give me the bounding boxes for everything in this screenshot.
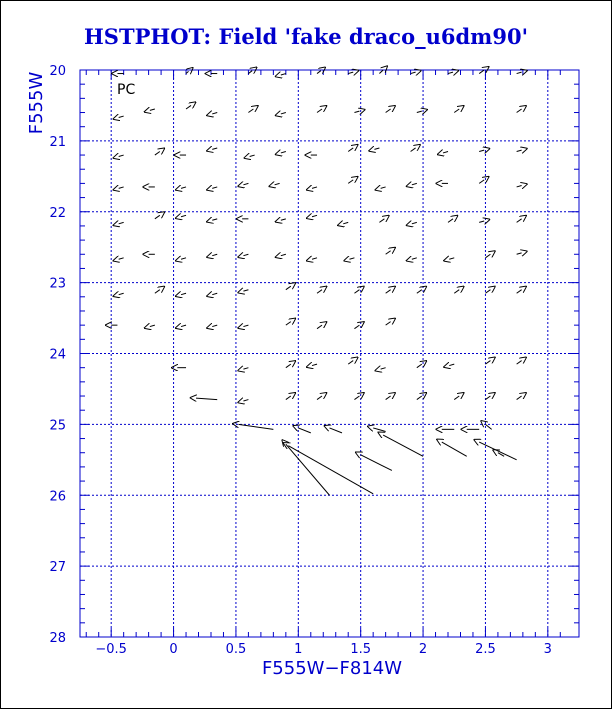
y-axis-title: F555W bbox=[26, 71, 47, 135]
y-tick-label: 24 bbox=[49, 347, 66, 363]
displacement-vector bbox=[150, 325, 155, 326]
displacement-vector bbox=[119, 187, 124, 188]
displacement-vector bbox=[343, 222, 348, 223]
chart-title: HSTPHOT: Field 'fake draco_u6dm90' bbox=[83, 24, 529, 49]
displacement-vector bbox=[411, 148, 416, 152]
displacement-vector bbox=[317, 396, 322, 400]
displacement-vector bbox=[286, 444, 330, 495]
displacement-vector bbox=[386, 251, 391, 255]
displacement-vector bbox=[155, 290, 160, 294]
displacement-vector bbox=[485, 290, 490, 294]
displacement-vector bbox=[281, 254, 286, 255]
displacement-vector bbox=[442, 442, 467, 456]
displacement-vector bbox=[348, 148, 353, 152]
displacement-vector bbox=[150, 109, 155, 110]
displacement-vector bbox=[517, 396, 522, 400]
displacement-vector bbox=[298, 428, 310, 433]
y-tick-label: 27 bbox=[49, 560, 66, 576]
x-tick-label: −0.5 bbox=[95, 642, 127, 657]
displacement-vector bbox=[212, 187, 217, 188]
displacement-vector bbox=[412, 183, 417, 184]
displacement-vector bbox=[417, 290, 422, 294]
pc-annotation: PC bbox=[117, 82, 136, 98]
displacement-vector bbox=[349, 258, 354, 259]
displacement-vector bbox=[361, 455, 392, 471]
displacement-vector bbox=[243, 290, 248, 291]
y-tick-label: 21 bbox=[49, 134, 66, 150]
displacement-vector bbox=[417, 364, 422, 368]
displacement-vector bbox=[243, 254, 248, 255]
displacement-vector bbox=[454, 396, 459, 400]
displacement-vector bbox=[479, 442, 516, 460]
displacement-vector bbox=[479, 180, 484, 184]
displacement-vector bbox=[411, 72, 416, 73]
displacement-vector bbox=[381, 187, 386, 188]
displacement-vector bbox=[386, 396, 391, 400]
displacement-vector bbox=[517, 219, 522, 223]
displacement-vector bbox=[243, 325, 248, 326]
displacement-vector bbox=[485, 396, 490, 400]
displacement-vector bbox=[119, 116, 124, 117]
displacement-vector bbox=[312, 258, 317, 259]
displacement-vector bbox=[238, 424, 273, 429]
displacement-vector bbox=[317, 71, 321, 74]
displacement-vector bbox=[479, 221, 484, 222]
displacement-vector bbox=[212, 325, 217, 326]
x-tick-label: 3 bbox=[543, 642, 552, 657]
displacement-vector bbox=[317, 325, 322, 329]
displacement-vector bbox=[448, 72, 453, 73]
y-tick-label: 28 bbox=[49, 631, 66, 646]
displacement-vector bbox=[119, 258, 124, 259]
displacement-vector bbox=[517, 72, 522, 73]
displacement-vector bbox=[212, 219, 217, 220]
displacement-vector bbox=[155, 215, 160, 219]
displacement-vector bbox=[286, 322, 291, 326]
displacement-vector bbox=[212, 148, 217, 149]
displacement-vector bbox=[383, 435, 423, 456]
displacement-vector bbox=[386, 109, 391, 113]
x-tick-label: 1.5 bbox=[350, 642, 372, 657]
displacement-vector bbox=[348, 180, 353, 184]
displacement-vector bbox=[354, 290, 359, 294]
displacement-vector bbox=[181, 187, 186, 188]
y-tick-label: 25 bbox=[49, 418, 66, 434]
axes bbox=[49, 64, 579, 657]
displacement-vector bbox=[250, 155, 255, 156]
x-tick-label: 1 bbox=[294, 642, 303, 657]
displacement-vector bbox=[485, 254, 490, 258]
displacement-vector bbox=[286, 364, 291, 368]
displacement-vector bbox=[412, 258, 417, 259]
displacement-vector bbox=[479, 150, 484, 151]
displacement-vector bbox=[286, 396, 291, 400]
displacement-vector bbox=[517, 186, 522, 187]
displacement-vector bbox=[381, 368, 386, 369]
displacement-vector bbox=[517, 150, 522, 151]
displacement-vector bbox=[281, 113, 286, 114]
displacement-vector bbox=[354, 325, 359, 329]
x-tick-label: 2.5 bbox=[475, 642, 496, 657]
displacement-vector bbox=[243, 400, 248, 401]
displacement-vector bbox=[417, 111, 422, 112]
displacement-vector bbox=[454, 290, 459, 294]
displacement-vector bbox=[330, 428, 342, 433]
displacement-vector bbox=[517, 253, 522, 254]
displacement-vector bbox=[119, 155, 124, 156]
displacement-vector bbox=[288, 446, 373, 494]
x-axis-title: F555W−F814W bbox=[261, 658, 403, 679]
displacement-vector bbox=[281, 74, 286, 75]
y-tick-label: 22 bbox=[49, 205, 66, 221]
displacement-vector bbox=[454, 109, 459, 113]
displacement-vector bbox=[449, 258, 454, 259]
displacement-vector bbox=[212, 113, 217, 114]
displacement-vector bbox=[119, 222, 124, 223]
displacement-vector bbox=[517, 290, 522, 294]
displacement-vector bbox=[348, 72, 353, 73]
x-tick-label: 0.5 bbox=[225, 642, 247, 657]
displacement-vector bbox=[196, 398, 217, 399]
displacement-vector bbox=[312, 364, 317, 365]
displacement-vector bbox=[354, 111, 359, 112]
displacement-vector bbox=[379, 219, 384, 223]
displacement-vector bbox=[485, 424, 491, 429]
displacement-vector bbox=[354, 396, 359, 400]
displacement-vector bbox=[479, 70, 484, 74]
displacement-vector bbox=[374, 148, 379, 149]
x-tick-label: 2 bbox=[418, 642, 428, 657]
displacement-vector bbox=[212, 254, 217, 255]
displacement-vector bbox=[212, 293, 217, 294]
displacement-vector bbox=[248, 109, 253, 113]
displacement-vector bbox=[275, 183, 280, 184]
displacement-vector bbox=[386, 322, 391, 326]
displacement-vector bbox=[417, 396, 422, 400]
x-tick-label: 0 bbox=[169, 642, 178, 657]
displacement-vector bbox=[485, 361, 490, 365]
displacement-vector bbox=[119, 293, 124, 294]
displacement-vector bbox=[181, 293, 186, 294]
displacement-vector bbox=[281, 152, 286, 153]
displacement-vector bbox=[317, 290, 322, 294]
displacement-vector bbox=[155, 152, 160, 156]
displacement-vector bbox=[449, 364, 454, 365]
displacement-vector bbox=[243, 368, 248, 369]
displacement-vector bbox=[517, 109, 522, 113]
y-tick-label: 20 bbox=[49, 64, 66, 79]
displacement-vector bbox=[379, 70, 383, 74]
displacement-vector bbox=[312, 187, 317, 188]
displacement-vector bbox=[412, 222, 417, 223]
displacement-vector bbox=[181, 325, 186, 326]
displacement-vector bbox=[186, 105, 191, 109]
y-tick-label: 26 bbox=[49, 489, 66, 505]
displacement-vector bbox=[281, 219, 286, 220]
displacement-vector bbox=[312, 215, 317, 216]
y-tick-label: 23 bbox=[49, 276, 66, 292]
displacement-vector bbox=[181, 215, 186, 216]
displacement-vector bbox=[348, 361, 353, 365]
displacement-vector bbox=[448, 219, 453, 223]
displacement-vector bbox=[248, 71, 252, 74]
displacement-vector bbox=[181, 258, 186, 259]
displacement-vector bbox=[443, 152, 448, 153]
displacement-vector bbox=[373, 428, 385, 432]
displacement-vector bbox=[386, 290, 391, 294]
displacement-vector bbox=[286, 286, 291, 290]
displacement-vector bbox=[517, 361, 522, 365]
displacement-vector bbox=[243, 183, 248, 184]
displacement-vector bbox=[317, 109, 322, 113]
